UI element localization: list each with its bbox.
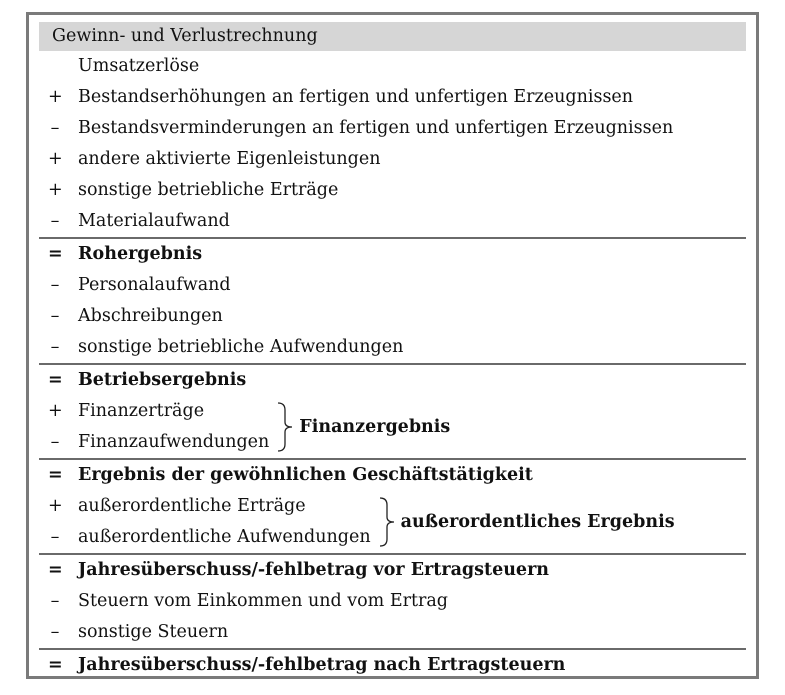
- row-label: außerordentliche Erträge: [78, 496, 306, 516]
- row-label: Bestandserhöhungen an fertigen und unfertigen Erzeugnissen: [78, 87, 634, 107]
- table-rows: [39, 51, 746, 681]
- row-operator: –: [50, 275, 60, 295]
- row-operator: =: [48, 370, 63, 390]
- table-row: [39, 617, 746, 648]
- row-label: Finanzaufwendungen: [78, 432, 270, 452]
- row-label: Betriebsergebnis: [78, 370, 247, 390]
- table-row: [39, 51, 746, 82]
- finanzergebnis-label: Finanzergebnis: [299, 417, 451, 437]
- table-row: [39, 332, 746, 363]
- row-label: Rohergebnis: [78, 244, 203, 264]
- table-row: [39, 586, 746, 617]
- gv-table-frame: [26, 12, 759, 679]
- row-operator: =: [48, 560, 63, 580]
- row-label: Personalaufwand: [78, 275, 231, 295]
- row-label: Finanzerträge: [78, 401, 205, 421]
- brace-finanzergebnis: [277, 400, 293, 454]
- row-operator: =: [48, 465, 63, 485]
- table-row: [39, 175, 746, 206]
- brace-ausserordentliches-ergebnis: [379, 495, 395, 549]
- row-operator: –: [50, 591, 60, 611]
- row-operator: –: [50, 211, 60, 231]
- table-row: [39, 206, 746, 237]
- row-label: sonstige betriebliche Erträge: [78, 180, 339, 200]
- table-title: Gewinn- und Verlustrechnung: [39, 22, 746, 51]
- row-operator: +: [48, 87, 63, 107]
- row-operator: –: [50, 337, 60, 357]
- row-label: Umsatzerlöse: [78, 56, 200, 76]
- row-label: Abschreibungen: [78, 306, 223, 326]
- row-label: Materialaufwand: [78, 211, 230, 231]
- row-label: Jahresüberschuss/-fehlbetrag vor Ertragsteuern: [78, 560, 550, 580]
- subtotal-row: [39, 237, 746, 270]
- subtotal-row: [39, 553, 746, 586]
- row-operator: –: [50, 527, 60, 547]
- row-operator: –: [50, 622, 60, 642]
- row-operator: =: [48, 655, 63, 675]
- table-row: [39, 301, 746, 332]
- row-label: Bestandsverminderungen an fertigen und unfertigen Erzeugnissen: [78, 118, 674, 138]
- gv-table: [39, 22, 746, 681]
- table-row: [39, 113, 746, 144]
- row-operator: +: [48, 149, 63, 169]
- table-row: [39, 270, 746, 301]
- row-label: Steuern vom Einkommen und vom Ertrag: [78, 591, 449, 611]
- row-operator: =: [48, 244, 63, 264]
- row-label: außerordentliche Aufwendungen: [78, 527, 371, 547]
- row-operator: –: [50, 306, 60, 326]
- row-operator: +: [48, 401, 63, 421]
- row-label: sonstige Steuern: [78, 622, 229, 642]
- row-operator: –: [50, 118, 60, 138]
- row-operator: +: [48, 180, 63, 200]
- table-row: [39, 82, 746, 113]
- row-label: sonstige betriebliche Aufwendungen: [78, 337, 404, 357]
- row-label: Ergebnis der gewöhnlichen Geschäftstätigkeit: [78, 465, 533, 485]
- row-label: andere aktivierte Eigenleistungen: [78, 149, 381, 169]
- row-label: Jahresüberschuss/-fehlbetrag nach Ertragsteuern: [78, 655, 566, 675]
- subtotal-row: [39, 363, 746, 396]
- subtotal-row: [39, 648, 746, 681]
- ausserordentliches-ergebnis-label: außerordentliches Ergebnis: [400, 512, 675, 532]
- row-operator: +: [48, 496, 63, 516]
- subtotal-row: [39, 458, 746, 491]
- row-operator: –: [50, 432, 60, 452]
- table-row: [39, 144, 746, 175]
